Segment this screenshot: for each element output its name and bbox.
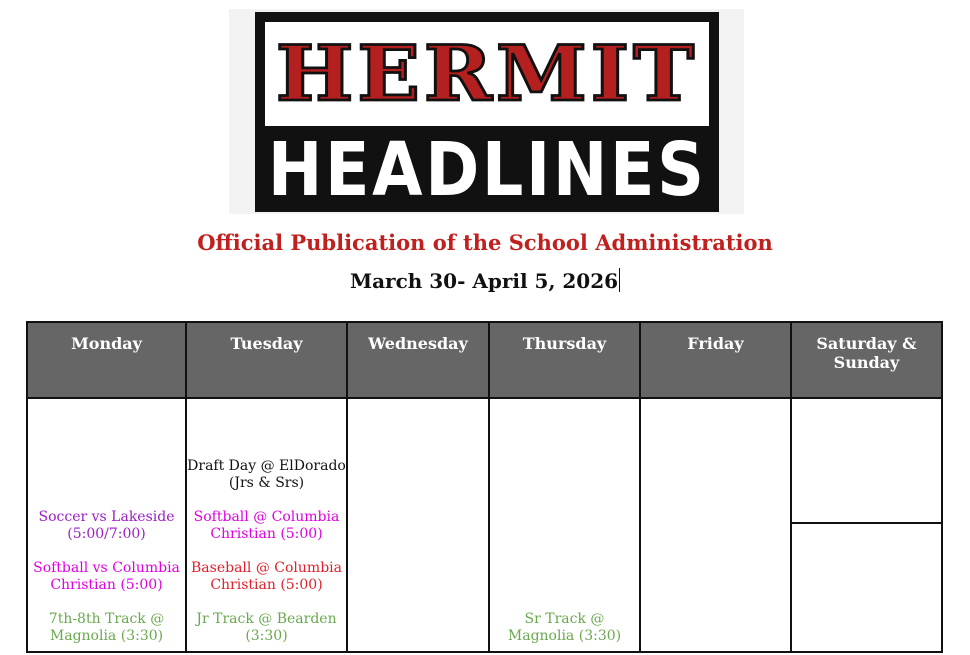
- event-soccer-lakeside: Soccer vs Lakeside (5:00/7:00): [38, 509, 175, 542]
- masthead-logo: [229, 9, 744, 214]
- cell-monday[interactable]: [27, 398, 186, 652]
- event-draft-day: Draft Day @ ElDorado (Jrs & Srs): [187, 458, 346, 491]
- header-friday: Friday: [640, 322, 791, 398]
- weekend-cell: [792, 399, 941, 651]
- header-weekend: Saturday & Sunday: [791, 322, 942, 398]
- logo-line1: HERMIT: [275, 29, 699, 119]
- header-tuesday: Tuesday: [186, 322, 347, 398]
- header-wednesday: Wednesday: [347, 322, 489, 398]
- weekly-schedule-table: [26, 321, 943, 653]
- logo-bottom-panel: [255, 128, 719, 212]
- publication-subtitle: Official Publication of the School Administration: [197, 230, 773, 255]
- text-cursor: [619, 268, 620, 292]
- event-jr-track-bearden: Jr Track @ Bearden (3:30): [196, 611, 337, 644]
- logo-line2: HEADLINES: [267, 127, 707, 213]
- event-baseball-columbia: Baseball @ Columbia Christian (5:00): [191, 560, 342, 593]
- header-row: [27, 322, 942, 398]
- date-range-text: March 30- April 5, 2026: [349, 269, 619, 293]
- cell-friday[interactable]: [640, 398, 791, 652]
- event-track-magnolia: 7th-8th Track @ Magnolia (3:30): [48, 611, 165, 644]
- event-softball-columbia: Softball vs Columbia Christian (5:00): [33, 560, 180, 593]
- header-thursday: Thursday: [489, 322, 640, 398]
- header-monday: Monday: [27, 322, 186, 398]
- events-row: [27, 398, 942, 652]
- event-sr-track-magnolia: Sr Track @ Magnolia (3:30): [507, 611, 622, 644]
- cell-thursday[interactable]: [489, 398, 640, 652]
- cell-wednesday[interactable]: [347, 398, 489, 652]
- date-range[interactable]: [0, 268, 970, 293]
- logo-top-panel: [265, 22, 709, 126]
- weekend-divider: [792, 522, 941, 524]
- event-softball-columbia: Softball @ Columbia Christian (5:00): [193, 509, 340, 542]
- cell-weekend[interactable]: [791, 398, 942, 652]
- cell-tuesday[interactable]: [186, 398, 347, 652]
- logo-frame: [255, 12, 719, 212]
